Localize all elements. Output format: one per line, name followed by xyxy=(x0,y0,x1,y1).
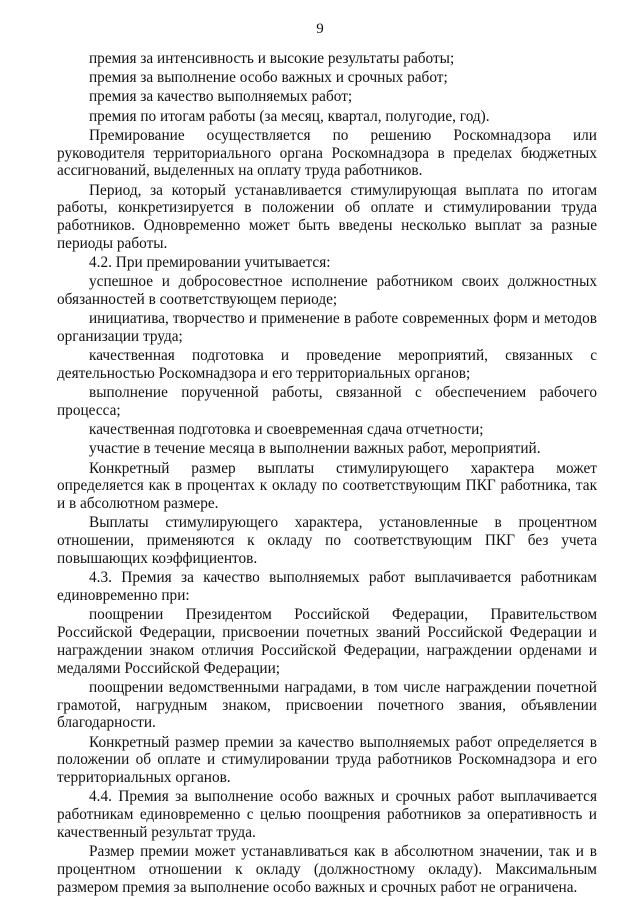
bonus-type-period-results: премия по итогам работы (за месяц, квартал, полугодие, год). xyxy=(89,107,490,125)
bonus-amount-paragraph: Размер премии может устанавливаться как в абсолютном значении, так и в процентном отношении к окладу (должностному окладу). Максимальным размером премия за выполнение особо важных и срочных работ не ограничена. xyxy=(57,843,597,896)
quality-bonus-size-paragraph: Конкретный размер премии за качество выполняемых работ определяется в положении об оплате и стимулировании труда работников Роскомнадзора и его территориальных органов. xyxy=(57,733,597,787)
bonus-type-urgent-work: премия за выполнение особо важных и срочных работ; xyxy=(89,69,448,87)
payment-size-paragraph: Конкретный размер выплаты стимулирующего характера может определяется как в процентах к окладу по соответствующим ПКГ работника, так и в абсолютном размере. xyxy=(57,459,597,513)
percent-payments-paragraph: Выплаты стимулирующего характера, установленные в процентном отношении, применяются к окладу по соответствующим ПКГ без учета повышающих коэффициентов. xyxy=(57,514,597,567)
document-body xyxy=(57,50,597,898)
departmental-awards-paragraph: поощрении ведомственными наградами, в том числе награждении почетной грамотой, нагрудным знаком, присвоении почетного звания, объявлении благодарности. xyxy=(57,678,597,732)
bonus-type-quality: премия за качество выполняемых работ; xyxy=(89,88,353,106)
section-4-2-heading: 4.2. При премировании учитывается: xyxy=(89,254,331,272)
criterion-initiative: инициатива, творчество и применение в работе современных форм и методов организации труда; xyxy=(57,310,597,346)
section-4-3-paragraph: 4.3. Премия за качество выполняемых работ выплачивается работникам единовременно при: xyxy=(57,569,597,604)
criterion-events: качественная подготовка и проведение мероприятий, связанных с деятельностью Роскомнадзора и его территориальных органов; xyxy=(57,347,597,383)
bonus-period-paragraph: Период, за который устанавливается стимулирующая выплата по итогам работы, конкретизируется в положении об оплате и стимулировании труда работников. Одновременно может быть введены несколько выплат за разные периоды работы. xyxy=(57,181,597,252)
criterion-assigned-work: выполнение порученной работы, связанной с обеспечением рабочего процесса; xyxy=(57,384,597,420)
criterion-duties: успешное и добросовестное исполнение работником своих должностных обязанностей в соответствующем периоде; xyxy=(57,273,597,309)
bonus-decision-paragraph: Премирование осуществляется по решению Роскомнадзора или руководителя территориального органа Роскомнадзора в пределах бюджетных ассигнований, выделенных на оплату труда работников. xyxy=(57,126,597,180)
section-4-4-paragraph: 4.4. Премия за выполнение особо важных и срочных работ выплачивается работникам единовременно с целью поощрения работников за оперативность и качественный результат труда. xyxy=(57,788,597,841)
criterion-important-works: участие в течение месяца в выполнении важных работ, мероприятий. xyxy=(89,440,541,458)
bonus-type-intensity: премия за интенсивность и высокие результаты работы; xyxy=(89,50,455,67)
page-number: 9 xyxy=(316,21,324,37)
state-awards-paragraph: поощрении Президентом Российской Федерации, Правительством Российской Федерации, присвоении почетных званий Российской Федерации и награждении знаком отличия Российской Федерации, награждении орденами и медалями Российской Федерации; xyxy=(57,606,597,677)
criterion-reporting: качественная подготовка и своевременная сдача отчетности; xyxy=(89,421,484,439)
